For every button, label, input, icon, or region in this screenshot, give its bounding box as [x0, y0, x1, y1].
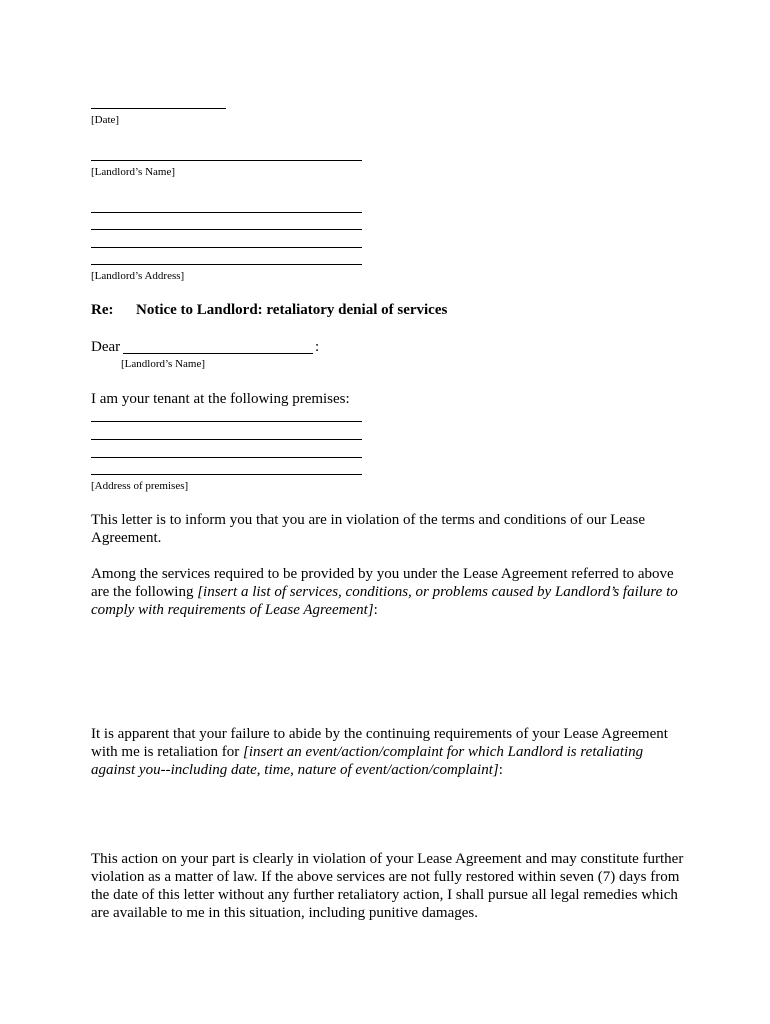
paragraph-services-end: :	[373, 602, 378, 618]
salutation-name-line	[123, 353, 313, 354]
landlord-address-line-2	[91, 229, 362, 230]
date-label: [Date]	[91, 114, 120, 126]
landlord-address-line-3	[91, 247, 362, 248]
paragraph-services-text: Among the services required to be provided by you under the Lease Agreement referred to above are the following	[91, 566, 674, 600]
paragraph-legal-remedies: This action on your part is clearly in violation of your Lease Agreement and may constitute further violation as a matter of law. If the above services are not fully restored within seven (7) days from the date of this letter without any further retaliatory action, I shall pursue all legal remedies which are available to me in this situation, including punitive damages.	[91, 851, 684, 921]
paragraph-retaliation-placeholder: [insert an event/action/complaint for which Landlord is retaliating against you--including date, time, nature of event/action/complaint]	[91, 744, 644, 778]
salutation-colon: :	[315, 339, 320, 355]
paragraph-violation-notice: This letter is to inform you that you are in violation of the terms and conditions of our Lease Agreement.	[91, 512, 646, 546]
premises-label: [Address of premises]	[91, 480, 189, 492]
paragraph-retaliation-end: :	[498, 762, 503, 778]
re-prefix: Re:	[91, 302, 114, 318]
landlord-name-line	[91, 160, 362, 161]
premises-line-4	[91, 474, 362, 475]
paragraph-services-placeholder: [insert a list of services, conditions, or problems caused by Landlord’s failure to comply with requirements of Lease Agreement]	[91, 584, 678, 618]
landlord-address-line-1	[91, 212, 362, 213]
premises-line-2	[91, 439, 362, 440]
paragraph-retaliation	[91, 725, 691, 779]
landlord-address-label: [Landlord’s Address]	[91, 270, 185, 282]
landlord-address-line-4	[91, 264, 362, 265]
re-subject: Notice to Landlord: retaliatory denial of services	[136, 302, 448, 318]
salutation-name-label: [Landlord’s Name]	[121, 358, 205, 370]
date-line	[91, 108, 226, 109]
landlord-name-label: [Landlord’s Name]	[91, 166, 175, 178]
paragraph-retaliation-text: It is apparent that your failure to abide by the continuing requirements of your Lease Agreement with me is retaliation for	[91, 726, 668, 760]
premises-line-1	[91, 421, 362, 422]
premises-line-3	[91, 457, 362, 458]
paragraph-services-list	[91, 565, 691, 619]
tenant-line: I am your tenant at the following premises:	[91, 391, 350, 407]
salutation-dear: Dear	[91, 339, 121, 355]
